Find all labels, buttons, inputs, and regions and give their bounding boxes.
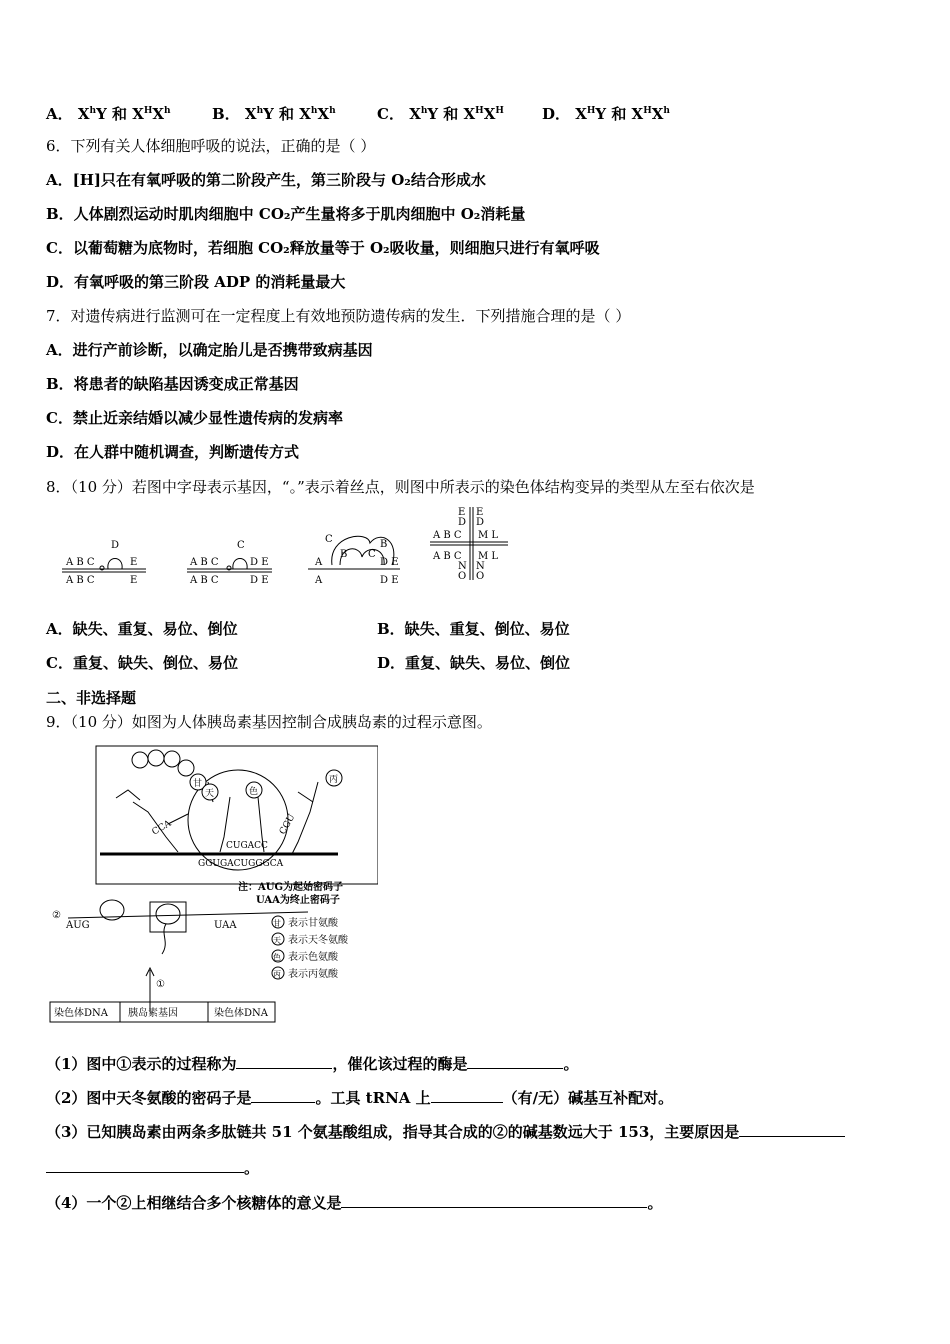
chromosome-variation-figure [50, 505, 520, 590]
svg-text:N: N [458, 561, 467, 572]
q9-part-4: （4）一个②上相继结合多个核糖体的意义是 。 [46, 1194, 663, 1212]
svg-text:CUGACC: CUGACC [226, 841, 268, 851]
svg-text:M L: M L [478, 551, 499, 562]
svg-text:B: B [340, 549, 348, 560]
svg-text:染色体DNA: 染色体DNA [54, 1008, 108, 1019]
svg-text:表示色氨酸: 表示色氨酸 [288, 952, 338, 963]
svg-text:甘: 甘 [193, 779, 203, 789]
svg-text:天: 天 [205, 789, 215, 799]
svg-text:丙: 丙 [329, 775, 339, 785]
chromosome-diagram-2 [187, 540, 272, 586]
svg-text:D E: D E [380, 575, 399, 586]
svg-text:表示甘氨酸: 表示甘氨酸 [288, 918, 338, 929]
answer-blank-6[interactable] [341, 1193, 647, 1208]
q8-option-b[interactable]: B．缺失、重复、倒位、易位 [377, 620, 570, 638]
svg-text:②: ② [52, 910, 61, 921]
svg-text:染色体DNA: 染色体DNA [214, 1008, 268, 1019]
svg-text:A: A [315, 557, 323, 568]
svg-text:O: O [476, 571, 485, 582]
chromosome-diagram-1 [62, 540, 146, 586]
answer-blank-1[interactable] [236, 1054, 332, 1069]
svg-text:D: D [476, 517, 485, 528]
svg-text:C: C [325, 534, 333, 545]
svg-text:D E: D E [380, 557, 399, 568]
svg-text:A: A [315, 575, 323, 586]
svg-text:表示丙氨酸: 表示丙氨酸 [288, 969, 338, 980]
q7-option-d[interactable]: D．在人群中随机调查，判断遗传方式 [46, 443, 300, 461]
svg-text:D: D [458, 517, 467, 528]
q5-option-c[interactable]: C． $X^hY$ 和 $X^HX^H$ [377, 105, 504, 123]
svg-text:胰岛素基因: 胰岛素基因 [128, 1008, 178, 1019]
svg-text:E: E [458, 507, 466, 518]
q9-part-1: （1）图中①表示的过程称为 ，催化该过程的酶是 。 [46, 1055, 579, 1073]
answer-blank-3[interactable] [251, 1088, 315, 1103]
svg-text:UAA: UAA [214, 920, 237, 931]
svg-text:E: E [130, 575, 138, 586]
svg-text:A B C: A B C [433, 530, 462, 541]
q6-option-d[interactable]: D．有氧呼吸的第三阶段 ADP 的消耗量最大 [46, 273, 346, 291]
q6-option-a[interactable]: A．[H]只在有氧呼吸的第二阶段产生，第三阶段与 O₂结合形成水 [46, 171, 486, 189]
svg-text:CGU: CGU [277, 812, 298, 837]
svg-text:色: 色 [273, 953, 281, 962]
q9-part-3: （3）已知胰岛素由两条多肽链共 51 个氨基酸组成，指导其合成的②的碱基数远大于 153，主要原因是 [46, 1122, 845, 1142]
q8-stem: 8．（10 分）若图中字母表示基因，“。”表示着丝点，则图中所表示的染色体结构变异的类型从左至右依次是 [46, 478, 755, 496]
q5-option-b[interactable]: B． $X^hY$ 和 $X^hX^h$ [212, 105, 336, 123]
svg-text:GGUGACUGGGCA: GGUGACUGGGCA [198, 859, 284, 869]
svg-text:O: O [458, 571, 467, 582]
q7-stem: 7．对遗传病进行监测可在一定程度上有效地预防遗传病的发生．下列措施合理的是（ ） [46, 307, 631, 325]
svg-text:D E: D E [250, 575, 269, 586]
q5-option-a[interactable]: A． $X^hY$ 和 $X^HX^h$ [46, 105, 171, 123]
svg-text:表示天冬氨酸: 表示天冬氨酸 [288, 935, 348, 946]
q7-option-b[interactable]: B．将患者的缺陷基因诱变成正常基因 [46, 375, 299, 393]
svg-text:①: ① [156, 979, 165, 990]
svg-text:AUG: AUG [66, 920, 90, 931]
svg-text:A B C: A B C [433, 551, 462, 562]
q9-part-3-cont: 。 [46, 1158, 259, 1178]
section-heading: 二、非选择题 [46, 689, 137, 707]
chromosome-diagram-3 [308, 534, 400, 586]
svg-text:丙: 丙 [273, 970, 281, 979]
q5-option-d[interactable]: D． $X^HY$ 和 $X^HX^h$ [542, 105, 670, 123]
chromosome-diagram-4 [430, 507, 508, 582]
svg-text:色: 色 [249, 787, 259, 797]
svg-text:C: C [368, 549, 376, 560]
svg-text:天: 天 [273, 936, 281, 945]
svg-text:A B C: A B C [66, 557, 95, 568]
q9-stem: 9．（10 分）如图为人体胰岛素基因控制合成胰岛素的过程示意图。 [46, 713, 492, 731]
svg-text:C: C [237, 540, 245, 551]
q9-part-2: （2）图中天冬氨酸的密码子是 。工具 tRNA 上 （有/无）碱基互补配对。 [46, 1089, 674, 1107]
q8-option-d[interactable]: D．重复、缺失、易位、倒位 [377, 654, 571, 672]
q6-stem: 6．下列有关人体细胞呼吸的说法，正确的是（ ） [46, 137, 376, 155]
q8-option-a[interactable]: A．缺失、重复、易位、倒位 [46, 620, 238, 638]
answer-blank-5b[interactable] [46, 1158, 244, 1173]
svg-text:A B C: A B C [190, 557, 219, 568]
q8-option-c[interactable]: C．重复、缺失、倒位、易位 [46, 654, 238, 672]
svg-text:甘: 甘 [273, 919, 281, 928]
q6-option-b[interactable]: B．人体剧烈运动时肌肉细胞中 CO₂产生量将多于肌肉细胞中 O₂消耗量 [46, 205, 526, 223]
svg-text:E: E [130, 557, 138, 568]
answer-blank-5[interactable] [739, 1122, 845, 1137]
svg-text:B: B [380, 539, 388, 550]
svg-text:E: E [476, 507, 484, 518]
answer-blank-4[interactable] [431, 1088, 503, 1103]
svg-text:UAA为终止密码子: UAA为终止密码子 [256, 895, 340, 906]
svg-text:D E: D E [250, 557, 269, 568]
svg-text:N: N [476, 561, 485, 572]
q7-option-a[interactable]: A．进行产前诊断，以确定胎儿是否携带致病基因 [46, 341, 373, 359]
svg-text:A B C: A B C [66, 575, 95, 586]
svg-text:CCA: CCA [150, 818, 174, 838]
svg-text:D: D [111, 540, 120, 551]
q6-option-c[interactable]: C．以葡萄糖为底物时，若细胞 CO₂释放量等于 O₂吸收量，则细胞只进行有氧呼吸 [46, 239, 600, 257]
answer-blank-2[interactable] [467, 1054, 563, 1069]
svg-text:A B C: A B C [190, 575, 219, 586]
svg-text:M L: M L [478, 530, 499, 541]
insulin-synthesis-figure [48, 742, 378, 1024]
svg-text:注：AUG为起始密码子: 注：AUG为起始密码子 [238, 882, 344, 893]
q7-option-c[interactable]: C．禁止近亲结婚以减少显性遗传病的发病率 [46, 409, 343, 427]
